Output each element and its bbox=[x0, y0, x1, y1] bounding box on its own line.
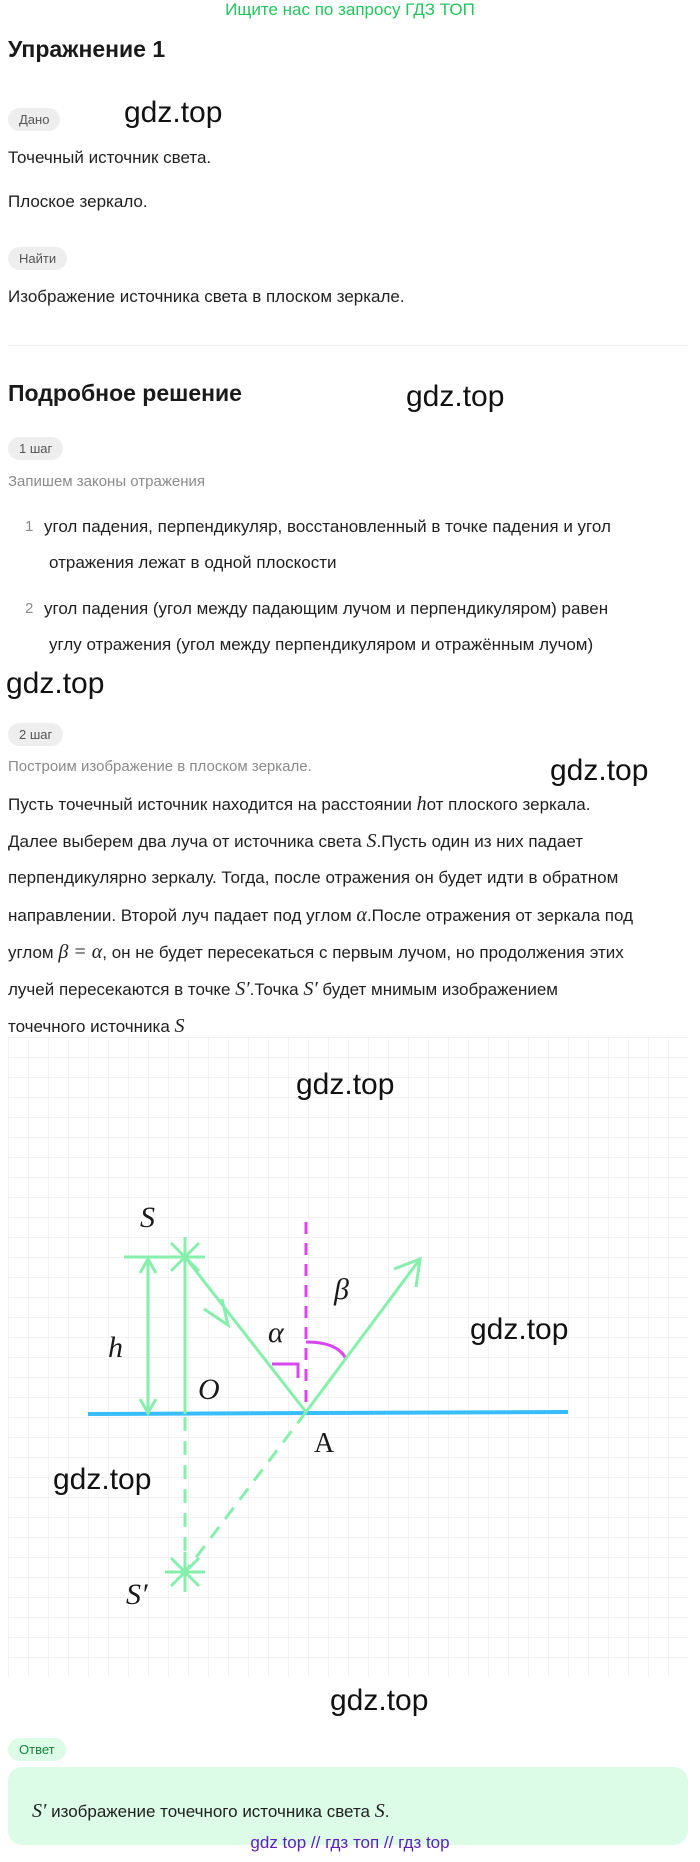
footer-links[interactable]: gdz top // гдз топ // гдз top bbox=[250, 1833, 450, 1852]
label-S: S bbox=[140, 1201, 155, 1234]
label-O: O bbox=[198, 1373, 220, 1406]
label-A: A bbox=[314, 1428, 335, 1459]
step2-tag: 2 шаг bbox=[8, 723, 63, 746]
list-item-line: отражения лежат в одной плоскости bbox=[49, 553, 337, 572]
step1-subtitle: Запишем законы отражения bbox=[8, 473, 206, 490]
watermark: gdz.top bbox=[6, 667, 105, 700]
given-item-1: Точечный источник света. bbox=[8, 148, 212, 167]
top-banner-link[interactable]: Ищите нас по запросу ГДЗ ТОП bbox=[225, 0, 475, 19]
label-h: h bbox=[108, 1331, 123, 1364]
given-item-2: Плоское зеркало. bbox=[8, 192, 148, 211]
given-tag: Дано bbox=[8, 108, 60, 131]
list-item-line: угол падения, перпендикуляр, восстановленный в точке падения и угол bbox=[44, 517, 611, 536]
watermark: gdz.top bbox=[330, 1684, 429, 1717]
answer-text: S′ изображение точечного источника света S. bbox=[32, 1800, 390, 1822]
step2-subtitle: Построим изображение в плоском зеркале. bbox=[8, 758, 312, 775]
watermark: gdz.top bbox=[550, 754, 649, 787]
mirror-line bbox=[88, 1412, 568, 1414]
step2-paragraph: Пусть точечный источник находится на расстоянии hот плоского зеркала. Далее выберем два луча от источника света S.Пусть один из них падает перпендикулярно зеркалу. Тогда, после отражения он будет идти в обратном направлении. Второй луч падает под углом α.После отражения от зеркала под углом β = α, он не будет пересекаться с первым лучом, но продолжения этих лучей пересекаются в точке S′.Точка S′ будет мнимым изображением точечного источника S bbox=[8, 793, 634, 1038]
source-star bbox=[165, 1237, 205, 1277]
watermark: gdz.top bbox=[296, 1068, 395, 1101]
list-item-number: 1 bbox=[25, 518, 34, 535]
watermark: gdz.top bbox=[406, 380, 505, 413]
watermark: gdz.top bbox=[470, 1313, 569, 1346]
list-item-line: углу отражения (угол между перпендикуляром и отражённым лучом) bbox=[49, 635, 594, 654]
reflection-diagram bbox=[8, 1037, 688, 1677]
image-star bbox=[165, 1552, 205, 1592]
list-item-line: угол падения (угол между падающим лучом и перпендикуляром) равен bbox=[44, 599, 609, 618]
label-Sprime: S′ bbox=[126, 1578, 148, 1611]
watermark: gdz.top bbox=[53, 1463, 152, 1496]
solution-title: Подробное решение bbox=[8, 380, 242, 406]
watermark: gdz.top bbox=[124, 96, 223, 129]
find-tag: Найти bbox=[8, 247, 67, 270]
label-beta: β bbox=[334, 1273, 349, 1306]
label-alpha: α bbox=[268, 1316, 284, 1349]
answer-tag: Ответ bbox=[8, 1738, 66, 1761]
list-item-number: 2 bbox=[25, 600, 34, 617]
divider bbox=[8, 345, 688, 346]
find-text: Изображение источника света в плоском зеркале. bbox=[8, 287, 405, 306]
exercise-title: Упражнение 1 bbox=[8, 36, 166, 62]
step1-tag: 1 шаг bbox=[8, 437, 63, 460]
